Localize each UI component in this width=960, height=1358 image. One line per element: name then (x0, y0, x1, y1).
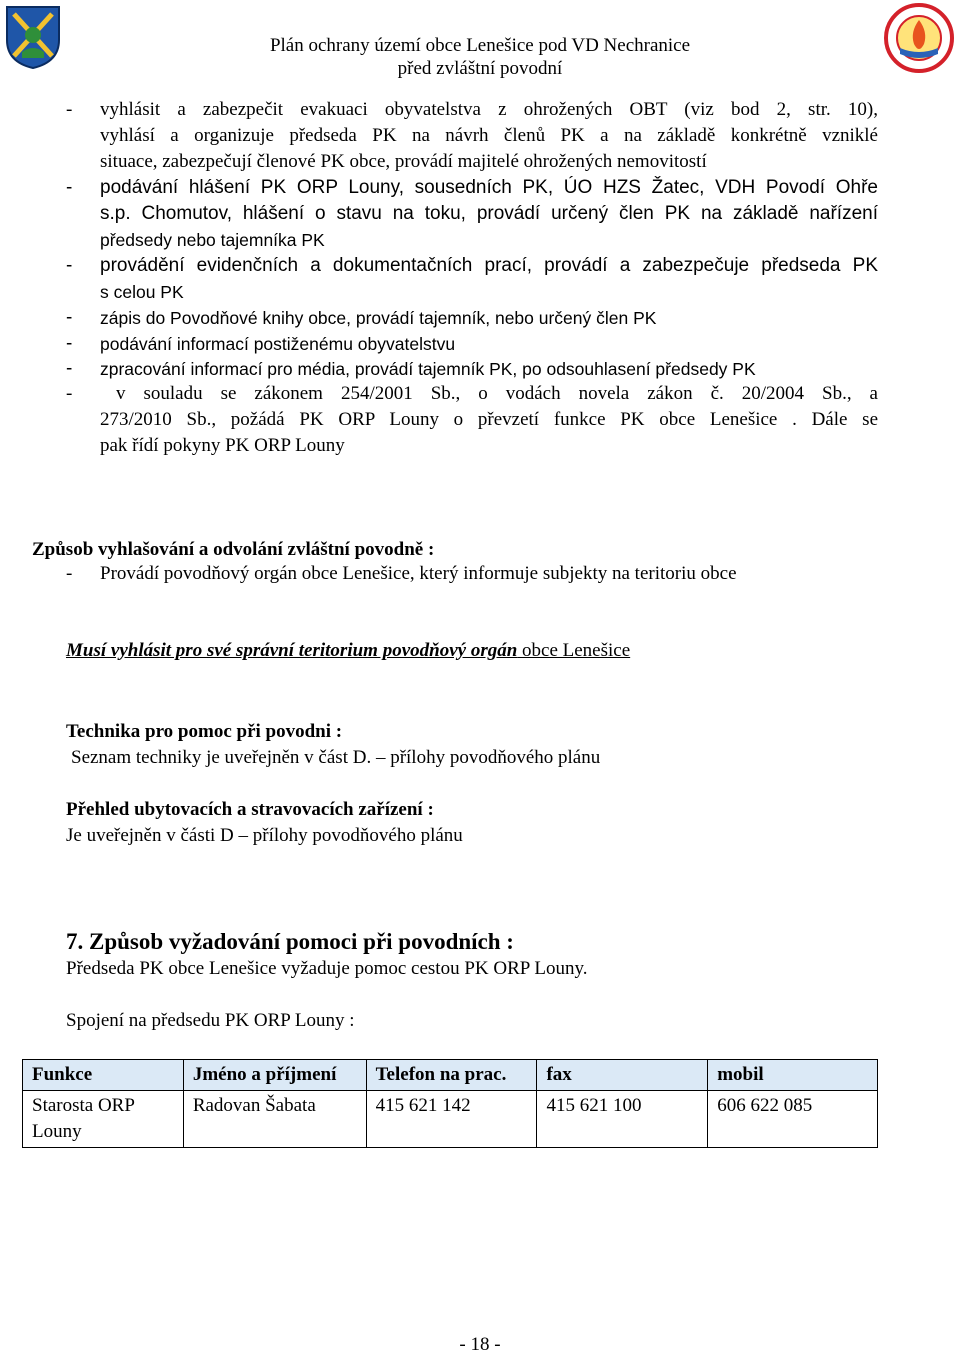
table-header-cell: fax (537, 1060, 708, 1091)
table-cell: Radovan Šabata (183, 1091, 366, 1148)
technika-heading: Technika pro pomoc při povodni : (66, 721, 343, 742)
contact-table (22, 1059, 878, 1148)
table-header-cell: Telefon na prac. (366, 1060, 537, 1091)
table-header-row (23, 1060, 878, 1091)
body-line: s.p. Chomutov, hlášení o stavu na toku, provádí určený člen PK na základě nařízení (100, 203, 878, 224)
body-line: předsedy nebo tajemníka PK (100, 230, 325, 250)
section7-heading: 7. Způsob vyžadování pomoci při povodních : (66, 929, 514, 954)
announce-heading: Způsob vyhlašování a odvolání zvláštní povodně : (32, 539, 435, 560)
body-line: v souladu se zákonem 254/2001 Sb., o vodách novela zákon č. 20/2004 Sb., a (116, 383, 878, 404)
table-cell: 415 621 100 (537, 1091, 708, 1148)
contact-intro: Spojení na předsedu PK ORP Louny : (66, 1010, 355, 1031)
must-declare-line: Musí vyhlásit pro své správní teritorium povodňový orgán obce Lenešice (66, 640, 631, 661)
body-line: pak řídí pokyny PK ORP Louny (100, 435, 345, 456)
table-cell: 606 622 085 (708, 1091, 878, 1148)
table-cell: 415 621 142 (366, 1091, 537, 1148)
announce-text: Provádí povodňový orgán obce Lenešice, který informuje subjekty na teritoriu obce (100, 563, 737, 584)
bullet-dash: - (66, 177, 73, 198)
body-line: situace, zabezpečují členové PK obce, provádí majitelé ohrožených nemovitostí (100, 151, 707, 172)
bullet-dash: - (66, 255, 73, 276)
header-title-line2: před zvláštní povodní (397, 58, 563, 79)
bullet-dash: - (66, 99, 73, 120)
prehled-text: Je uveřejněn v části D – přílohy povodňového plánu (66, 825, 463, 846)
bullet-dash: - (66, 563, 73, 584)
table-header-cell: Funkce (23, 1060, 184, 1091)
bullet-dash: - (66, 358, 73, 379)
body-line: vyhlásí a organizuje předseda PK na návrh členů PK a na základě konkrétně vzniklé (100, 125, 878, 146)
header-title-line1: Plán ochrany území obce Lenešice pod VD Nechranice (269, 35, 691, 56)
body-line: provádění evidenčních a dokumentačních prací, provádí a zabezpečuje předseda PK (100, 255, 878, 276)
table-cell: Starosta ORP Louny (23, 1091, 184, 1148)
technika-text: Seznam techniky je uveřejněn v část D. – přílohy povodňového plánu (71, 747, 601, 768)
table-row (23, 1091, 878, 1148)
body-line: vyhlásit a zabezpečit evakuaci obyvatelstva z ohrožených OBT (viz bod 2, str. 10), (100, 99, 878, 120)
bullet-dash: - (66, 307, 73, 328)
bullet-dash: - (66, 383, 73, 404)
crisis-plan-seal-icon (880, 2, 958, 74)
body-line: podávání hlášení PK ORP Louny, sousedních PK, ÚO HZS Žatec, VDH Povodí Ohře (100, 177, 878, 198)
bullet-dash: - (66, 333, 73, 354)
section7-text: Předseda PK obce Lenešice vyžaduje pomoc cestou PK ORP Louny. (66, 958, 588, 979)
prehled-heading: Přehled ubytovacích a stravovacích zařízení : (66, 799, 434, 820)
body-line: podávání informací postiženému obyvatelstvu (100, 334, 456, 354)
body-line: zápis do Povodňové knihy obce, provádí tajemník, nebo určený člen PK (100, 308, 657, 328)
table-header-cell: Jméno a příjmení (183, 1060, 366, 1091)
body-line: zpracování informací pro média, provádí tajemník PK, po odsouhlasení předsedy PK (100, 359, 756, 379)
table-header-cell: mobil (708, 1060, 878, 1091)
body-line: s celou PK (100, 282, 184, 302)
body-line: 273/2010 Sb., požádá PK ORP Louny o převzetí funkce PK obce Lenešice . Dále se (100, 409, 878, 430)
page-number: - 18 - (459, 1334, 501, 1355)
